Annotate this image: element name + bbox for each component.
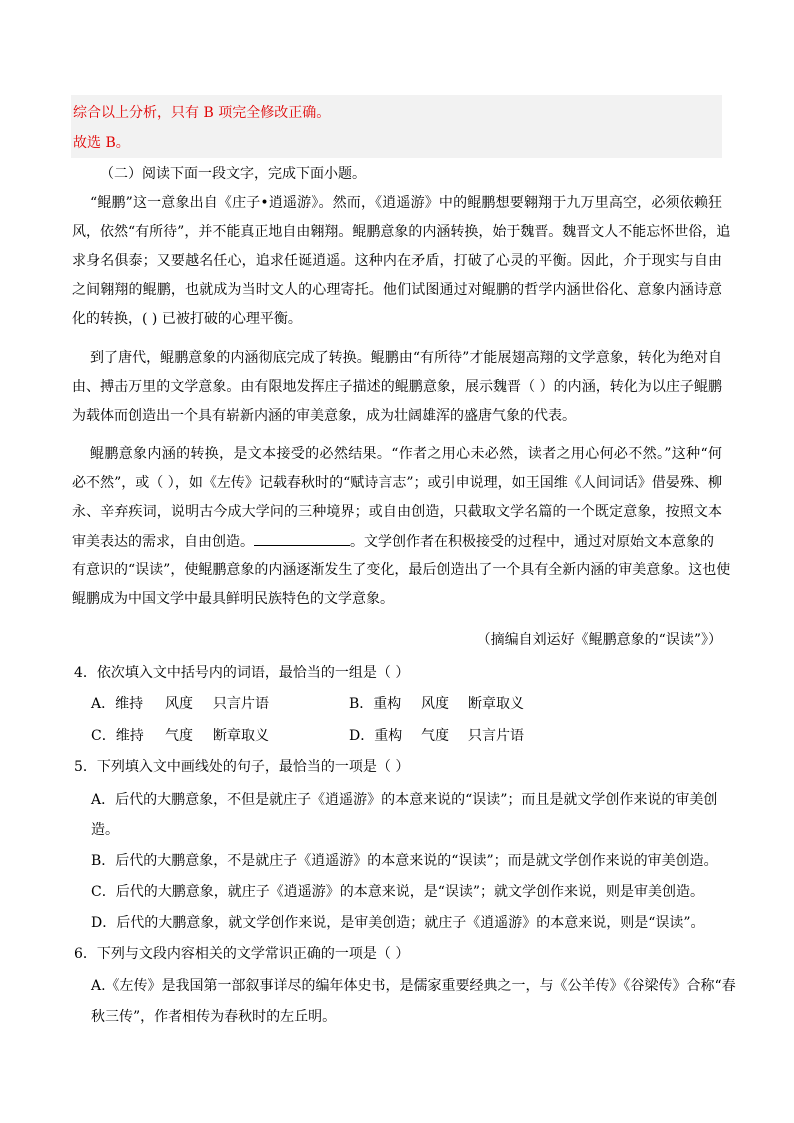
q5-option-d[interactable]: D．后代的大鹏意象，就文学创作来说，是审美创造；就庄子《逍遥游》的本意来说，则是“误读”。 <box>91 915 705 931</box>
passage-source: （摘编自刘运好《鲲鹏意象的“误读”》） <box>476 632 722 648</box>
q4-option-b-word-3: 断章取义 <box>468 696 524 712</box>
q4-option-a-word-2: 风度 <box>165 696 193 712</box>
q5-stem: 5．下列填入文中画线处的句子，最恰当的一项是（ ） <box>74 759 410 775</box>
q5-option-a-line-1: A．后代的大鹏意象，不但是就庄子《逍遥游》的本意来说的“误读”；而且是就文学创作来说的审美创 <box>91 792 718 808</box>
passage-p3-line-6: 鲲鹏成为中国文学中最具鲜明民族特色的文学意象。 <box>72 591 394 607</box>
passage-p1-line-5: 化的转换，( ) 已被打破的心理平衡。 <box>72 311 302 327</box>
q4-option-a-word-1: A．维持 <box>91 696 144 712</box>
passage-p2-line-2: 由、搏击万里的文学意象。由有限地发挥庄子描述的鲲鹏意象，展示魏晋（ ）的内涵，转化为以庄子鲲鹏 <box>72 379 722 395</box>
q6-option-a-line-1: A.《左传》是我国第一部叙事详尽的编年体史书，是儒家重要经典之一，与《公羊传》《谷梁传》合称“春 <box>91 978 736 994</box>
passage-p3-line-4-end: 。文学创作者在积极接受的过程中，通过对原始文本意象的 <box>350 534 714 550</box>
passage-p1-line-1: “鲲鹏”这一意象出自《庄子•逍遥游》。然而，《逍遥游》中的鲲鹏想要翱翔于九万里高空，必须依赖狂 <box>90 195 722 211</box>
answer-analysis-line: 综合以上分析，只有 B 项完全修改正确。 <box>73 105 331 121</box>
passage-p3-line-5: 有意识的“误读”，使鲲鹏意象的内涵逐渐发生了变化，最后创造出了一个具有全新内涵的审美意象。这也使 <box>72 562 731 578</box>
passage-p1-line-3: 求身名俱泰；又要越名任心，追求任诞逍遥。这种内在矛盾，打破了心灵的平衡。因此，介于现实与自由 <box>72 253 722 269</box>
q4-option-c-word-3: 断章取义 <box>213 728 269 744</box>
section-heading: （二）阅读下面一段文字，完成下面小题。 <box>100 166 366 182</box>
passage-p3-line-4-start: 审美表达的需求，自由创造。 <box>72 534 254 550</box>
passage-p1-line-4: 之间翱翔的鲲鹏，也就成为当时文人的心理寄托。他们试图通过对鲲鹏的哲学内涵世俗化、意象内涵诗意 <box>72 282 722 298</box>
q6-option-a-line-2: 秋三传”，作者相传为春秋时的左丘明。 <box>91 1009 337 1025</box>
passage-p2-line-1: 到了唐代，鲲鹏意象的内涵彻底完成了转换。鲲鹏由“有所待”才能展翅高翔的文学意象，转化为绝对自 <box>90 350 722 366</box>
q6-stem: 6．下列与文段内容相关的文学常识正确的一项是（ ） <box>74 946 410 962</box>
passage-p1-line-2: 风，依然“有所待”，并不能真正地自由翱翔。鲲鹏意象的内涵转换，始于魏晋。魏晋文人不能忘怀世俗，追 <box>72 224 731 240</box>
fill-in-blank-underline <box>254 531 350 546</box>
q4-option-a-word-3: 只言片语 <box>213 696 269 712</box>
q4-option-c-word-1: C．维持 <box>91 728 144 744</box>
passage-p3-line-4 <box>72 531 722 552</box>
q4-option-d-word-1: D．重构 <box>349 728 403 744</box>
answer-choice-line: 故选 B。 <box>73 135 130 151</box>
q4-option-d-word-3: 只言片语 <box>468 728 524 744</box>
q5-option-a-line-2: 造。 <box>91 822 119 838</box>
q4-stem: 4．依次填入文中括号内的词语，最恰当的一组是（ ） <box>74 665 410 681</box>
q4-option-c-word-2: 气度 <box>165 728 193 744</box>
passage-p3-line-2: 必不然”，或（ ），如《左传》记载春秋时的“赋诗言志”；或引申说理，如王国维《人间词话》借晏殊、柳 <box>72 475 722 491</box>
q5-option-c[interactable]: C．后代的大鹏意象，就庄子《逍遥游》的本意来说，是“误读”；就文学创作来说，则是审美创造。 <box>91 884 705 900</box>
passage-p2-line-3: 为载体而创造出一个具有崭新内涵的审美意象，成为壮阔雄浑的盛唐气象的代表。 <box>72 408 576 424</box>
q5-option-b[interactable]: B．后代的大鹏意象，不是就庄子《逍遥游》的本意来说的“误读”；而是就文学创作来说的审美创造。 <box>91 853 718 869</box>
q4-option-b-word-2: 风度 <box>421 696 449 712</box>
passage-p3-line-3: 永、辛弃疾词，说明古今成大学问的三种境界；或自由创造，只截取文学名篇的一个既定意象，按照文本 <box>72 504 722 520</box>
passage-p3-line-1: 鲲鹏意象内涵的转换，是文本接受的必然结果。“作者之用心未必然，读者之用心何必不然。”这种“何 <box>90 446 722 462</box>
q4-option-d-word-2: 气度 <box>421 728 449 744</box>
answer-explanation-box <box>71 95 722 158</box>
q4-option-b-word-1: B．重构 <box>349 696 402 712</box>
